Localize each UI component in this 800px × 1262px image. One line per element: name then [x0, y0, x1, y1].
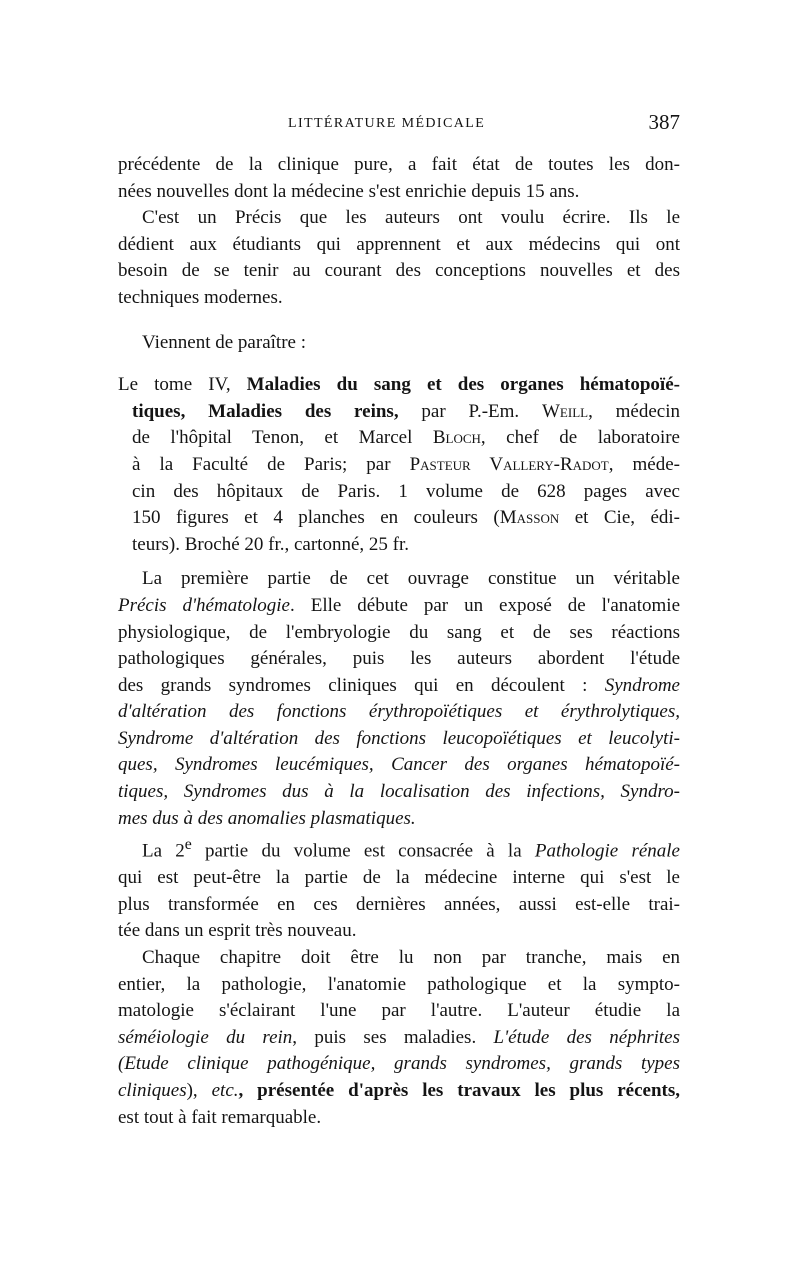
announcement-heading: [118, 330, 680, 357]
text-line: Chaque chapitre doit être lu non par tranche, mais en: [142, 946, 680, 968]
text-line: Syndrome d'altération des fonctions leucopoïétiques et leucolyti-: [118, 727, 680, 749]
text-line: séméiologie du rein, puis ses maladies. L'étude des néphrites: [118, 1026, 680, 1048]
text-line: à la Faculté de Paris; par Pasteur Vallery-Radot, méde-: [132, 453, 680, 475]
paragraph-pathologie-renale: [118, 832, 680, 945]
page-number: 387: [648, 110, 680, 134]
text-line: mes dus à des anomalies plasmatiques.: [118, 807, 416, 829]
text-line: teurs). Broché 20 fr., cartonné, 25 fr.: [132, 533, 409, 555]
text-line: est tout à fait remarquable.: [118, 1106, 322, 1128]
text-line: pathologiques générales, puis les auteurs abordent l'étude: [118, 648, 680, 670]
text-line: cin des hôpitaux de Paris. 1 volume de 628 pages avec: [132, 480, 680, 502]
text-line: nées nouvelles dont la médecine s'est enrichie depuis 15 ans.: [118, 180, 580, 202]
paragraph-continuation: [118, 152, 680, 205]
text-line: Viennent de paraître :: [142, 331, 306, 353]
paragraph-precis: [118, 205, 680, 311]
text-line: tée dans un esprit très nouveau.: [118, 920, 357, 942]
text-line: C'est un Précis que les auteurs ont voulu écrire. Ils le: [142, 207, 680, 229]
text-line: besoin de se tenir au courant des conceptions nouvelles et des: [118, 260, 680, 282]
text-line: Précis d'hématologie. Elle débute par un exposé de l'anatomie: [118, 594, 680, 616]
text-line: matologie s'éclairant l'une par l'autre. L'auteur étudie la: [118, 1000, 680, 1022]
text-line: de l'hôpital Tenon, et Marcel Bloch, chef de laboratoire: [132, 427, 680, 449]
paragraph-hematologie: [118, 566, 680, 832]
text-line: 150 figures et 4 planches en couleurs (Masson et Cie, édi-: [132, 507, 681, 529]
text-line: Le tome IV, Maladies du sang et des organes hématopoïé-: [118, 374, 680, 396]
text-line: (Etude clinique pathogénique, grands syndromes, grands types: [118, 1053, 680, 1075]
text-line: La première partie de cet ouvrage constitue un véritable: [142, 568, 680, 590]
text-line: des grands syndromes cliniques qui en découlent : Syndrome: [118, 674, 680, 696]
text-line: qui est peut-être la partie de la médecine interne qui s'est le: [118, 867, 680, 889]
text-line: techniques modernes.: [118, 286, 283, 308]
text-line: tiques, Maladies des reins, par P.-Em. Weill, médecin: [132, 400, 681, 422]
text-line: plus transformée en ces dernières années, aussi est-elle trai-: [118, 893, 680, 915]
running-title: LITTÉRATURE MÉDICALE: [288, 116, 486, 131]
text-line: ques, Syndromes leucémiques, Cancer des organes hématopoïé-: [118, 754, 680, 776]
page-header: [118, 110, 680, 140]
text-line: La 2e partie du volume est consacrée à la Pathologie rénale: [142, 836, 680, 862]
text-line: d'altération des fonctions érythropoïétiques et érythrolytiques,: [118, 701, 680, 723]
page-body: [118, 152, 680, 1131]
paragraph-chapitres: [118, 945, 680, 1131]
text-line: cliniques), etc., présentée d'après les travaux les plus récents,: [118, 1079, 681, 1101]
text-line: entier, la pathologie, l'anatomie pathologique et la sympto-: [118, 973, 680, 995]
text-line: dédient aux étudiants qui apprennent et aux médecins qui ont: [118, 233, 680, 255]
text-line: tiques, Syndromes dus à la localisation des infections, Syndro-: [118, 781, 680, 803]
text-line: précédente de la clinique pure, a fait état de toutes les don-: [118, 154, 680, 175]
text-line: physiologique, de l'embryologie du sang et de ses réactions: [118, 621, 680, 643]
bibliographic-entry: [118, 372, 680, 558]
